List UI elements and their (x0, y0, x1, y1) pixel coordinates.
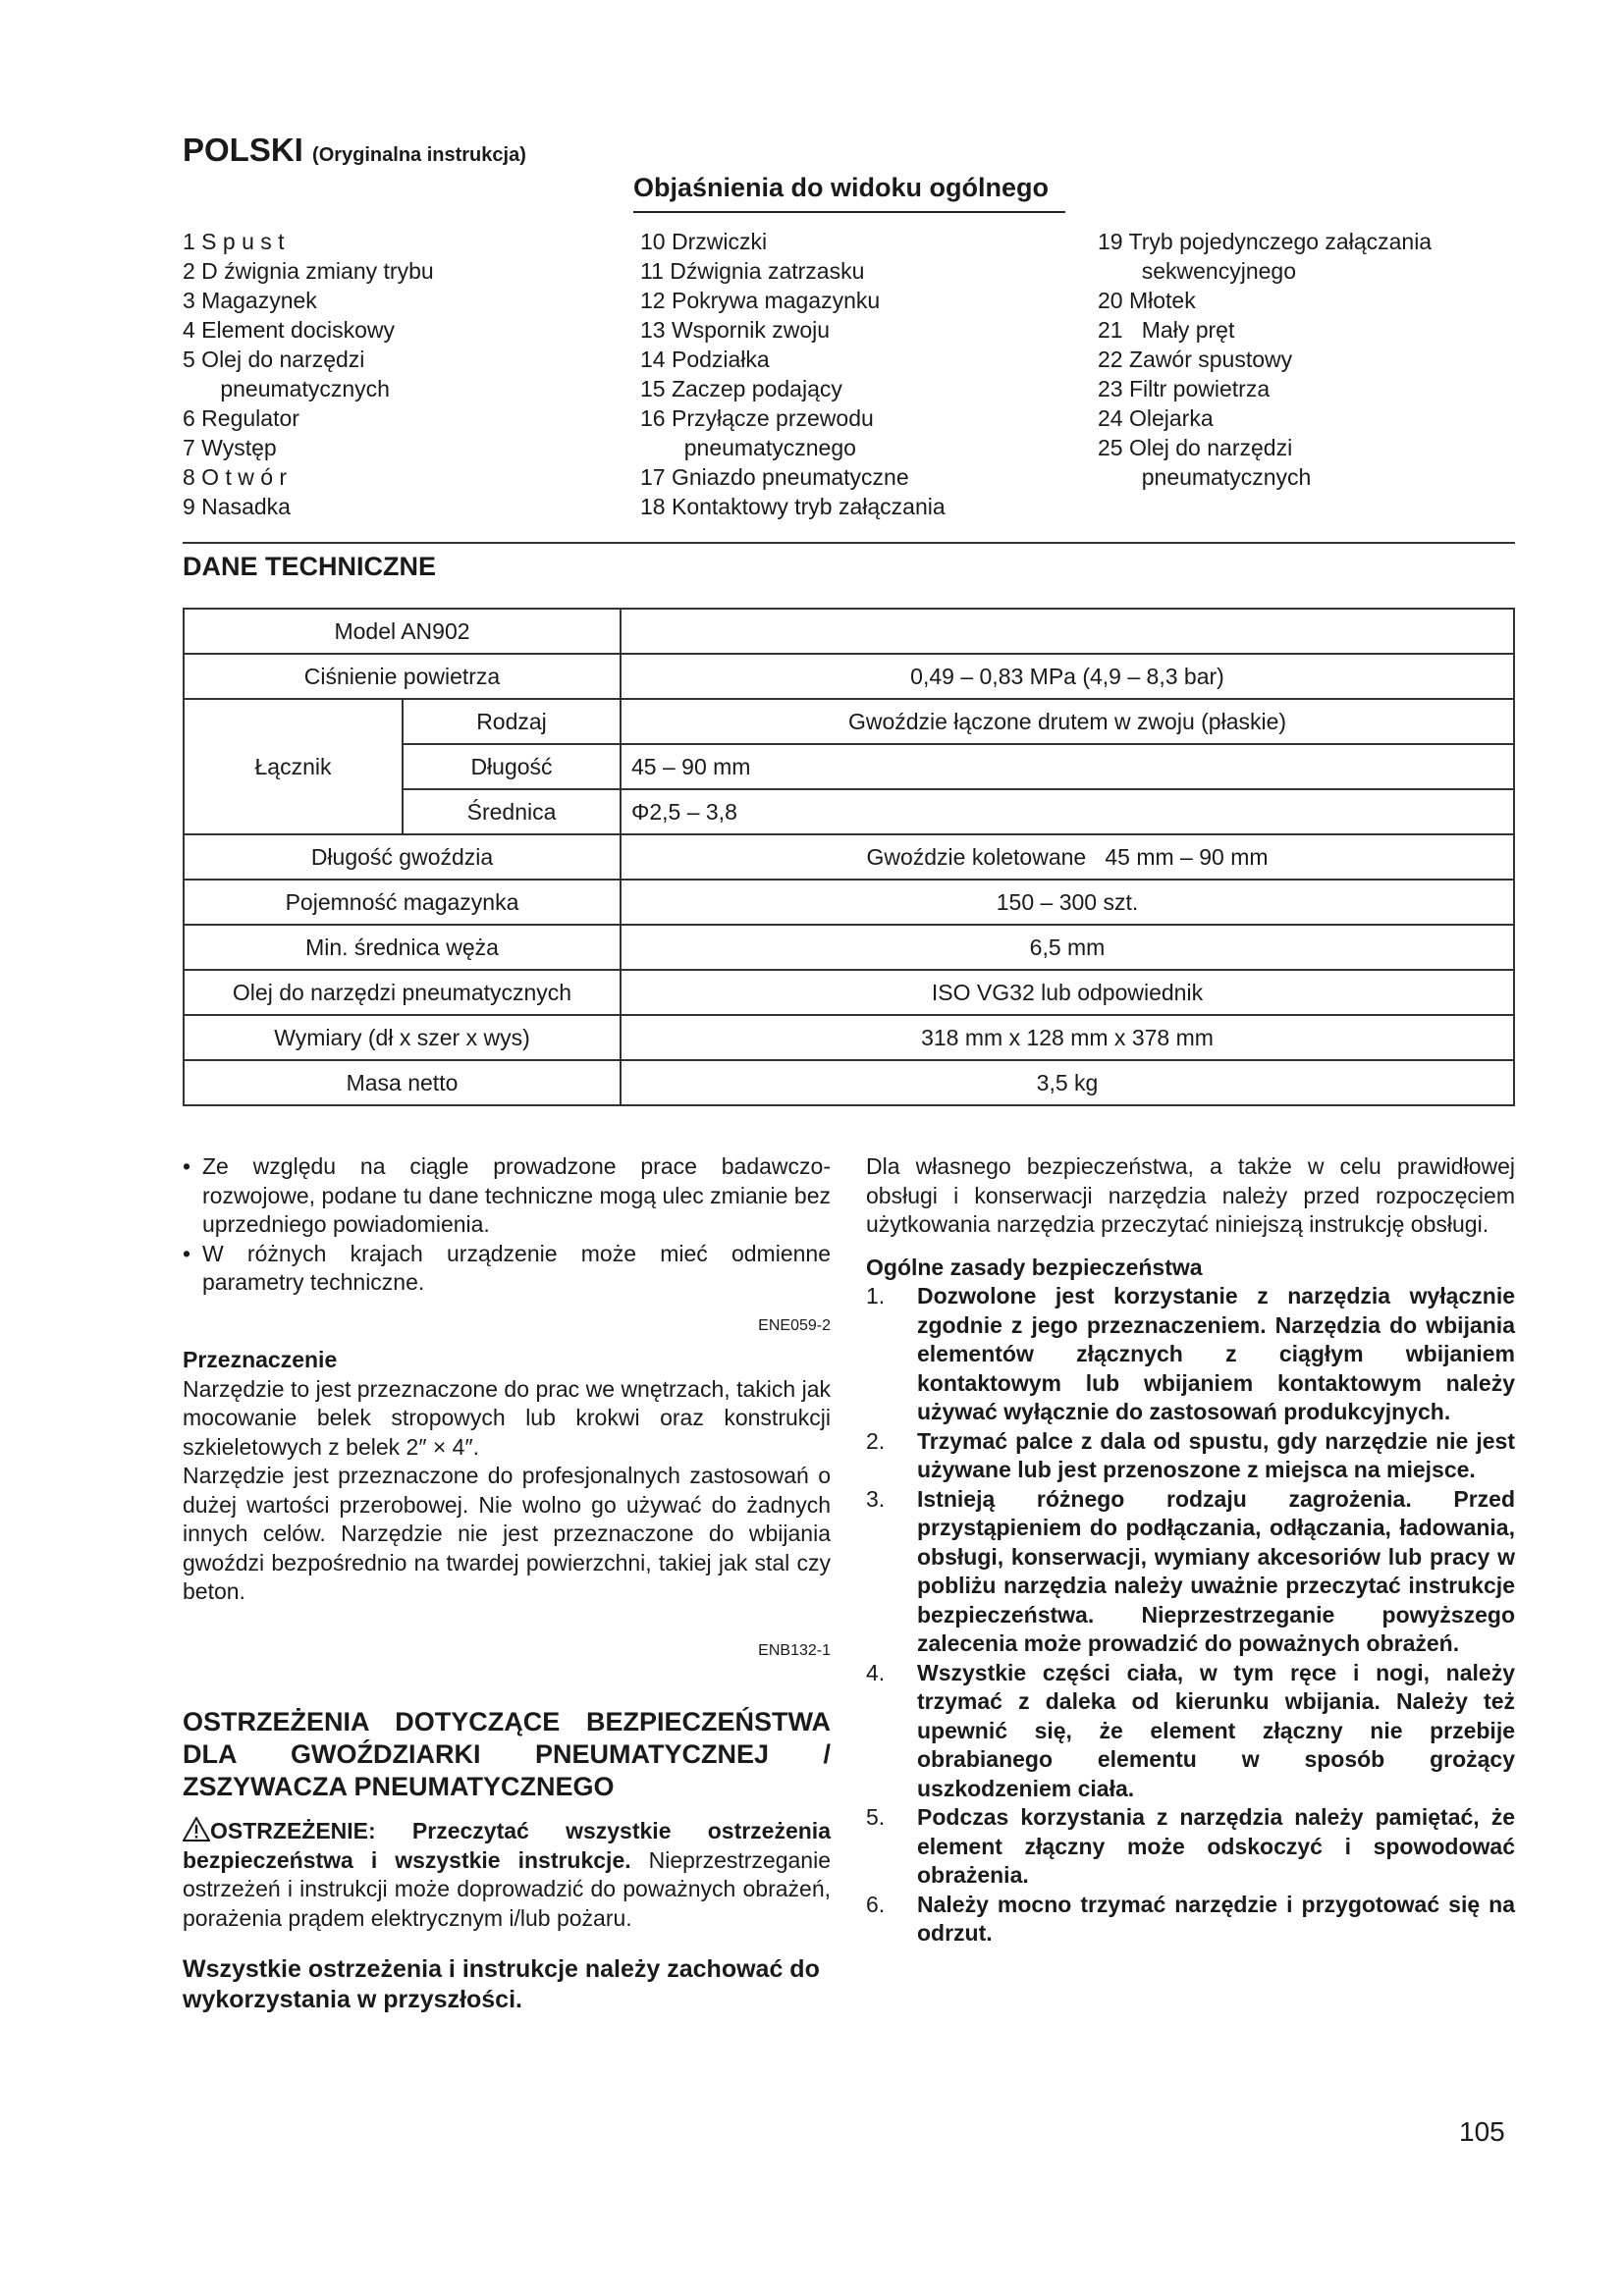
purpose-paragraph: Narzędzie to jest przeznaczone do prac we wnętrzach, takich jak mocowanie belek stropowych lub krokwi oraz konstrukcji szkieletowych z belek 2″ × 4″. (183, 1375, 831, 1460)
parts-list-item: 20 Młotek (1098, 288, 1196, 313)
table-row (184, 699, 1514, 744)
specs-title: DANE TECHNICZNE (183, 552, 437, 581)
spec-label: Min. średnica węża (184, 925, 621, 970)
parts-list-item: 17 Gniazdo pneumatyczne (640, 464, 909, 490)
spec-label: Ciśnienie powietrza (184, 654, 621, 699)
list-item-number: 6. (866, 1891, 886, 1917)
parts-list-item: pneumatycznych (183, 376, 390, 401)
list-item (866, 1659, 1515, 1804)
parts-list-item: pneumatycznego (640, 435, 856, 460)
parts-list-item: 5 Olej do narzędzi (183, 347, 365, 372)
warning-bold-text: : Przeczytać wszystkie ostrzeżenia bezpieczeństwa i wszystkie instrukcje. (183, 1818, 831, 1873)
section-divider (183, 542, 1515, 544)
list-item-text: Dozwolone jest korzystanie z narzędzia wyłącznie zgodnie z jego przeznaczeniem. Narzędzia do wbijania elementów złącznych z ciągłym wbijaniem kontaktowym lub wbijaniem kontaktowym należy używać wyłącznie do zastosowań produkcyjnych. (917, 1283, 1515, 1424)
spec-value: 3,5 kg (621, 1060, 1514, 1105)
spec-group-label: Łącznik (184, 699, 403, 834)
list-item (866, 1282, 1515, 1427)
warning-triangle-icon (183, 1817, 210, 1842)
spec-value: 318 mm x 128 mm x 378 mm (621, 1015, 1514, 1060)
parts-list-item: 6 Regulator (183, 405, 299, 431)
list-item (866, 1485, 1515, 1659)
right-column (866, 1152, 1515, 1949)
warning-label: OSTRZEŻENIE (210, 1818, 369, 1843)
spec-value: 150 – 300 szt. (621, 880, 1514, 925)
list-item-text: Należy mocno trzymać narzędzie i przygotować się na odrzut. (917, 1891, 1515, 1946)
spec-value: 0,49 – 0,83 MPa (4,9 – 8,3 bar) (621, 654, 1514, 699)
parts-list-item: 10 Drzwiczki (640, 229, 768, 254)
spec-value: 45 – 90 mm (621, 744, 1514, 789)
parts-list-item: pneumatycznych (1098, 464, 1312, 490)
table-row (184, 654, 1514, 699)
table-row (184, 609, 1514, 654)
table-row (184, 880, 1514, 925)
list-item-number: 1. (866, 1283, 886, 1308)
spec-label: Masa netto (184, 1060, 621, 1105)
parts-list-item: 18 Kontaktowy tryb załączania (640, 494, 946, 519)
parts-column-3 (1098, 227, 1520, 492)
language-heading: POLSKI (Oryginalna instrukcja) (183, 132, 526, 168)
spec-label: Model AN902 (184, 609, 621, 654)
section-code: ENB132-1 (758, 1641, 831, 1659)
parts-list-item: 2 D źwignia zmiany trybu (183, 258, 434, 284)
list-item-text: Podczas korzystania z narzędzia należy pamiętać, że element złączny może odskoczyć i spowodować obrażenia. (917, 1804, 1515, 1888)
parts-column-2 (640, 227, 1072, 521)
spec-label: Rodzaj (403, 699, 621, 744)
parts-list-item: 13 Wspornik zwoju (640, 317, 831, 343)
table-row (184, 834, 1514, 880)
parts-list-item: 21 Mały pręt (1098, 317, 1235, 343)
parts-list-item: 19 Tryb pojedynczego załączania (1098, 229, 1433, 254)
parts-column-1 (183, 227, 595, 521)
parts-list-item: 1 S p u s t (183, 229, 285, 254)
list-item (866, 1891, 1515, 1949)
parts-list-item: 24 Olejarka (1098, 405, 1214, 431)
left-column (183, 1152, 831, 2015)
section-code: ENE059-2 (758, 1316, 831, 1334)
spec-label: Olej do narzędzi pneumatycznych (184, 970, 621, 1015)
spec-value: Gwoździe koletowane 45 mm – 90 mm (621, 834, 1514, 880)
parts-list-item: 15 Zaczep podający (640, 376, 842, 401)
parts-list-title: Objaśnienia do widoku ogólnego (633, 173, 1050, 202)
table-row (184, 925, 1514, 970)
warning-text: Nieprzestrzeganie ostrzeżeń i instrukcji może doprowadzić do poważnych obrażeń, porażenia prądem elektrycznym i/lub pożaru. (183, 1846, 831, 1931)
general-safety-title: Ogólne zasady bezpieczeństwa (866, 1254, 1203, 1280)
page-number: 105 (1459, 2116, 1505, 2147)
spec-label: Długość gwoździa (184, 834, 621, 880)
warning-paragraph (183, 1817, 831, 1933)
list-item-number: 4. (866, 1659, 886, 1685)
spec-value: 6,5 mm (621, 925, 1514, 970)
list-item-text: Wszystkie części ciała, w tym ręce i nogi, należy trzymać z daleka od kierunku wbijania. Należy też upewnić się, że element złączny nie przebije obrabianego elementu w sposób grożący uszkodzeniem ciała. (917, 1659, 1515, 1801)
spec-label: Pojemność magazynka (184, 880, 621, 925)
parts-list-item: 7 Występ (183, 435, 277, 460)
list-item (866, 1803, 1515, 1891)
parts-list-item: 4 Element dociskowy (183, 317, 396, 343)
spec-value: Φ2,5 – 3,8 (621, 789, 1514, 834)
parts-list-item: sekwencyjnego (1098, 258, 1296, 284)
purpose-title: Przeznaczenie (183, 1347, 338, 1372)
spec-value: ISO VG32 lub odpowiednik (621, 970, 1514, 1015)
list-item-text: Trzymać palce z dala od spustu, gdy narzędzie nie jest używane lub jest przenoszone z miejsca na miejsce. (917, 1427, 1515, 1482)
spec-value (621, 609, 1514, 654)
list-item-number: 3. (866, 1485, 886, 1512)
parts-list-item: 23 Filtr powietrza (1098, 376, 1271, 401)
note-bullet: • Ze względu na ciągle prowadzone prace badawczo-rozwojowe, podane tu dane techniczne mogą ulec zmianie bez uprzedniego powiadomienia. (183, 1152, 831, 1240)
parts-list-item: 9 Nasadka (183, 494, 291, 519)
table-row (184, 1060, 1514, 1105)
spec-label: Długość (403, 744, 621, 789)
parts-list-item: 11 Dźwignia zatrzasku (640, 258, 865, 284)
spec-label: Średnica (403, 789, 621, 834)
warnings-title: OSTRZEŻENIA DOTYCZĄCE BEZPIECZEŃSTWA DLA GWOŹDZIARKI PNEUMATYCZNEJ / ZSZYWACZA PNEUMATYCZNEGO (183, 1707, 831, 1801)
parts-list-item: 22 Zawór spustowy (1098, 347, 1293, 372)
table-row (184, 1015, 1514, 1060)
specs-table (183, 608, 1515, 1106)
intro-paragraph: Dla własnego bezpieczeństwa, a także w celu prawidłowej obsługi i konserwacji narzędzia należy przed rozpoczęciem użytkowania narzędzia przeczytać niniejszą instrukcję obsługi. (866, 1153, 1515, 1237)
parts-list-item: 25 Olej do narzędzi (1098, 435, 1293, 460)
purpose-paragraph: Narzędzie jest przeznaczone do profesjonalnych zastosowań o dużej wartości przerobowej. Nie wolno go używać do żadnych innych celów. Narzędzie nie jest przeznaczone do wbijania gwoździ bezpośrednio na twardej powierzchni, takiej jak stal czy beton. (183, 1463, 831, 1604)
parts-list-item: 12 Pokrywa magazynku (640, 288, 881, 313)
spec-label: Wymiary (dł x szer x wys) (184, 1015, 621, 1060)
spec-value: Gwoździe łączone drutem w zwoju (płaskie) (621, 699, 1514, 744)
parts-list-item: 16 Przyłącze przewodu (640, 405, 874, 431)
parts-list-item: 3 Magazynek (183, 288, 317, 313)
parts-list-item: 8 O t w ó r (183, 464, 288, 490)
parts-title-rule (633, 211, 1065, 213)
table-row (184, 970, 1514, 1015)
list-item-number: 2. (866, 1427, 886, 1454)
safety-list (866, 1282, 1515, 1949)
note-bullet: • W różnych krajach urządzenie może mieć odmienne parametry techniczne. (183, 1240, 831, 1298)
parts-list-item: 14 Podziałka (640, 347, 770, 372)
keep-instructions-note: Wszystkie ostrzeżenia i instrukcje należy zachować do wykorzystania w przyszłości. (183, 1955, 820, 2013)
list-item (866, 1427, 1515, 1485)
list-item-number: 5. (866, 1804, 886, 1830)
list-item-text: Istnieją różnego rodzaju zagrożenia. Przed przystąpieniem do podłączania, odłączania, ładowania, obsługi, konserwacji, wymiany akcesoriów lub pracy w pobliżu narzędzia należy uważnie przeczytać instrukcje bezpieczeństwa. Nieprzestrzeganie powyższego zalecenia może prowadzić do poważnych obrażeń. (917, 1485, 1515, 1656)
